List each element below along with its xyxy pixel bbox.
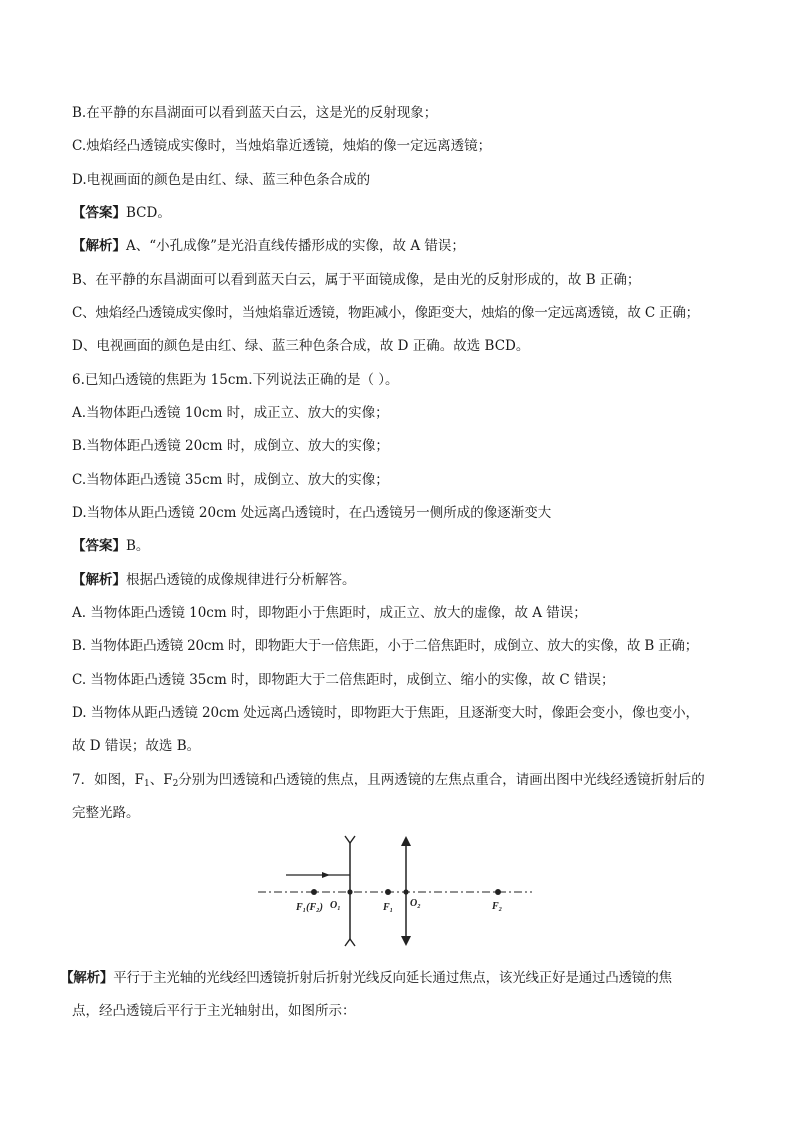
focus-point-f2 <box>495 889 501 895</box>
q6-analysis-line: 故 D 错误；故选 B。 <box>72 738 201 754</box>
q5-option-d: D.电视画面的颜色是由红、绿、蓝三种色条合成的 <box>72 172 371 188</box>
q5-option-c: C.烛焰经凸透镜成实像时，当烛焰靠近透镜，烛焰的像一定远离透镜； <box>72 138 492 154</box>
q7-stem: 7．如图，$F_1$、$F_2$分别为凹透镜和凸透镜的焦点，且两透镜的左焦点重合，请画出图中光线经透镜折射后的 <box>72 772 705 789</box>
label-f1: F₁ <box>383 902 394 913</box>
q6-analysis-line: A. 当物体距凸透镜 10cm 时，即物距小于焦距时，成正立、放大的虚像，故 A 错误； <box>72 605 587 621</box>
q6-analysis-line: D. 当物体从距凸透镜 20cm 处远离凸透镜时，即物距大于焦距，且逐渐变大时，像距会变小，像也变小， <box>72 705 699 721</box>
q6-analysis: 【解析】根据凸透镜的成像规律进行分析解答。 <box>72 572 356 588</box>
q6-answer: 【答案】B。 <box>72 538 150 554</box>
label-o1: O₁ <box>330 900 341 911</box>
q6-option-c: C.当物体距凸透镜 35cm 时，成倒立、放大的实像； <box>72 472 389 488</box>
q5-answer: 【答案】BCD。 <box>72 205 171 221</box>
label-o2: O₂ <box>410 898 421 909</box>
concave-lens-bottom-icon <box>345 939 355 946</box>
lens-diagram <box>250 832 550 950</box>
concave-lens-top-icon <box>345 836 355 843</box>
convex-lens-bottom-icon <box>401 936 411 946</box>
ray-arrow-icon <box>322 872 330 878</box>
q5-option-b: B.在平静的东昌湖面可以看到蓝天白云，这是光的反射现象； <box>72 105 438 121</box>
q6-stem: 6.已知凸透镜的焦距为 15cm.下列说法正确的是（ ）。 <box>72 372 399 388</box>
q6-option-b: B.当物体距凸透镜 20cm 时，成倒立、放大的实像； <box>72 438 389 454</box>
label-f2: F₂ <box>492 901 503 912</box>
q7-stem-line: 完整光路。 <box>72 805 140 821</box>
q6-option-a: A.当物体距凸透镜 10cm 时，成正立、放大的实像； <box>72 405 389 421</box>
optical-center-o2 <box>403 889 408 894</box>
q7-analysis: 【解析】平行于主光轴的光线经凹透镜折射后折射光线反向延长通过焦点，该光线正好是通过凸透镜的焦 <box>60 970 672 986</box>
q5-analysis-line: C、烛焰经凸透镜成实像时，当烛焰靠近透镜，物距减小，像距变大，烛焰的像一定远离透镜，故 C 正确； <box>72 305 699 321</box>
q7-analysis-line: 点，经凸透镜后平行于主光轴射出，如图所示： <box>72 1003 356 1019</box>
q5-analysis-line: D、电视画面的颜色是由红、绿、蓝三种色条合成，故 D 正确。故选 BCD。 <box>72 338 530 354</box>
q6-analysis-line: B. 当物体距凸透镜 20cm 时，即物距大于一倍焦距，小于二倍焦距时，成倒立、放大的实像，故 B 正确； <box>72 638 699 654</box>
label-f1f2: F₁(F₂) <box>296 902 323 913</box>
focus-point-f1 <box>385 889 391 895</box>
q5-analysis-line: B、在平静的东昌湖面可以看到蓝天白云，属于平面镜成像，是由光的反射形成的，故 B 正确； <box>72 272 641 288</box>
focus-point-f1f2 <box>311 889 317 895</box>
q6-option-d: D.当物体从距凸透镜 20cm 处远离凸透镜时，在凸透镜另一侧所成的像逐渐变大 <box>72 505 552 521</box>
q6-analysis-line: C. 当物体距凸透镜 35cm 时，即物距大于二倍焦距时，成倒立、缩小的实像，故 C 错误； <box>72 672 615 688</box>
q5-analysis: 【解析】A、“小孔成像”是光沿直线传播形成的实像，故 A 错误； <box>72 238 465 254</box>
convex-lens-top-icon <box>401 836 411 846</box>
optical-center-o1 <box>347 889 352 894</box>
